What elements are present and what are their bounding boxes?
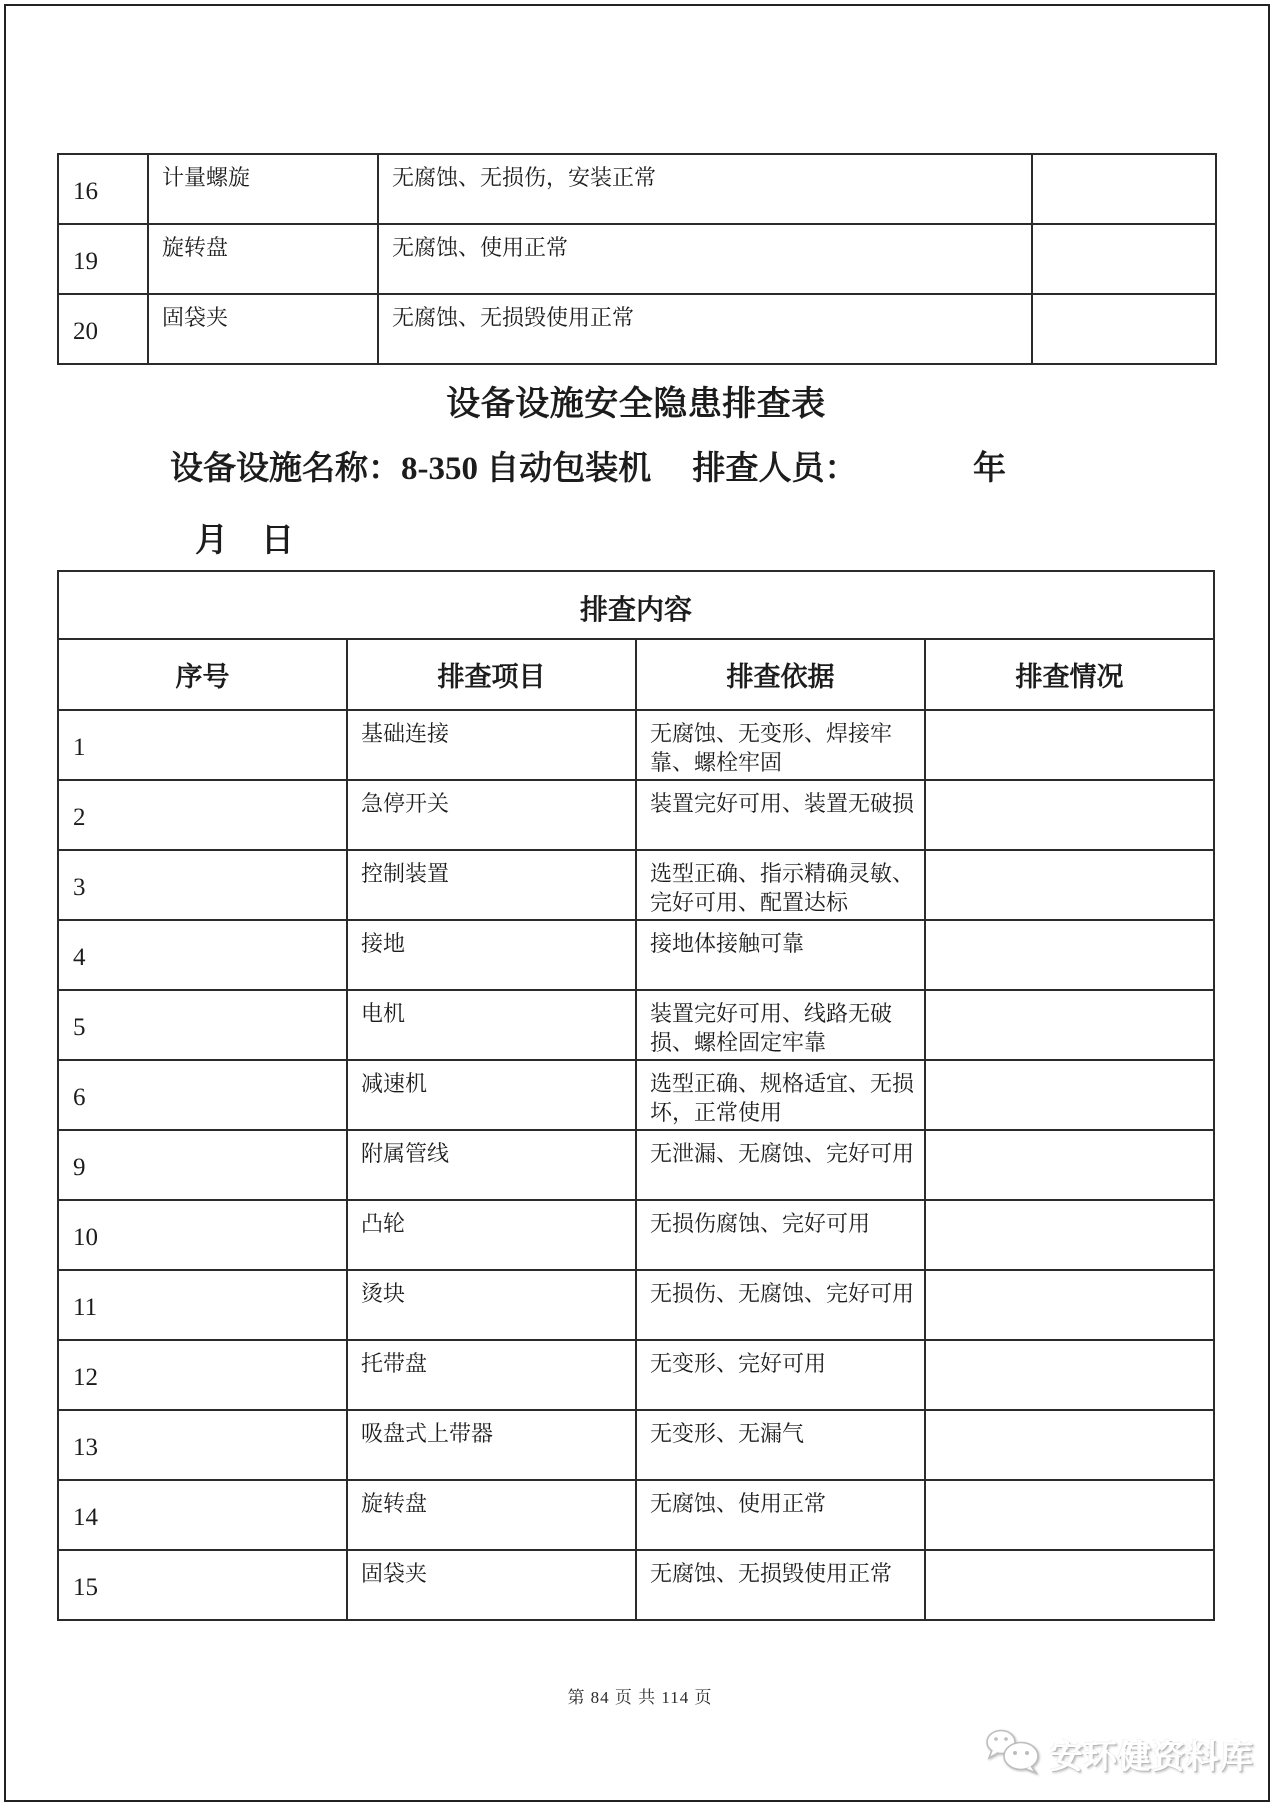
table-row	[58, 780, 1214, 850]
section-header-cell: 排查内容	[58, 571, 1214, 639]
continuation-table	[57, 153, 1217, 365]
check-basis-cell: 无腐蚀、使用正常	[636, 1480, 925, 1550]
check-basis-cell: 无损伤腐蚀、完好可用	[636, 1200, 925, 1270]
check-basis-cell: 选型正确、规格适宜、无损坏，正常使用	[636, 1060, 925, 1130]
check-item-cell: 吸盘式上带器	[347, 1410, 636, 1480]
table-row	[58, 1480, 1214, 1550]
wechat-icon	[984, 1728, 1042, 1781]
table-row	[58, 1550, 1214, 1620]
row-number-cell: 3	[58, 850, 347, 920]
check-item-cell: 烫块	[347, 1270, 636, 1340]
inspection-table	[57, 570, 1215, 1621]
row-number-cell: 15	[58, 1550, 347, 1620]
check-item-cell: 基础连接	[347, 710, 636, 780]
check-status-cell	[925, 780, 1214, 850]
check-status-cell	[925, 920, 1214, 990]
check-item-cell: 减速机	[347, 1060, 636, 1130]
check-basis-cell: 无腐蚀、无损毁使用正常	[636, 1550, 925, 1620]
table-row	[58, 990, 1214, 1060]
check-item-cell: 凸轮	[347, 1200, 636, 1270]
check-basis-cell: 无腐蚀、无损伤，安装正常	[378, 154, 1032, 224]
check-basis-cell: 无泄漏、无腐蚀、完好可用	[636, 1130, 925, 1200]
check-item-cell: 固袋夹	[148, 294, 378, 364]
check-status-cell	[925, 1480, 1214, 1550]
check-item-cell: 控制装置	[347, 850, 636, 920]
check-item-cell: 计量螺旋	[148, 154, 378, 224]
page-title: 设备设施安全隐患排查表	[446, 386, 826, 423]
table-row	[58, 1340, 1214, 1410]
device-name-line: 设备设施名称：8-350 自动包装机 排查人员： 年	[170, 451, 1006, 487]
check-status-cell	[925, 1410, 1214, 1480]
column-header-basis: 排查依据	[636, 639, 925, 710]
row-number-cell: 11	[58, 1270, 347, 1340]
check-item-cell: 托带盘	[347, 1340, 636, 1410]
check-basis-cell: 装置完好可用、线路无破损、螺栓固定牢靠	[636, 990, 925, 1060]
check-item-cell: 电机	[347, 990, 636, 1060]
check-item-cell: 旋转盘	[148, 224, 378, 294]
row-number-cell: 14	[58, 1480, 347, 1550]
table-row	[58, 224, 1216, 294]
check-item-cell: 急停开关	[347, 780, 636, 850]
check-basis-cell: 无腐蚀、使用正常	[378, 224, 1032, 294]
check-basis-cell: 无损伤、无腐蚀、完好可用	[636, 1270, 925, 1340]
check-basis-cell: 装置完好可用、装置无破损	[636, 780, 925, 850]
column-header-row	[58, 639, 1214, 710]
check-status-cell	[925, 850, 1214, 920]
check-item-cell: 固袋夹	[347, 1550, 636, 1620]
column-header-item: 排查项目	[347, 639, 636, 710]
footer-page-number: 第 84 页 共 114 页	[567, 1688, 713, 1707]
check-status-cell	[925, 710, 1214, 780]
row-number-cell: 1	[58, 710, 347, 780]
row-number-cell: 5	[58, 990, 347, 1060]
watermark	[984, 1728, 1254, 1781]
table-row	[58, 920, 1214, 990]
check-status-cell	[925, 1200, 1214, 1270]
table-row	[58, 294, 1216, 364]
check-status-cell	[1032, 224, 1216, 294]
row-number-cell: 9	[58, 1130, 347, 1200]
row-number-cell: 4	[58, 920, 347, 990]
watermark-text: 安环健资料库	[1050, 1740, 1254, 1776]
check-status-cell	[925, 1550, 1214, 1620]
row-number-cell: 2	[58, 780, 347, 850]
row-number-cell: 6	[58, 1060, 347, 1130]
column-header-status: 排查情况	[925, 639, 1214, 710]
check-status-cell	[1032, 294, 1216, 364]
check-status-cell	[925, 990, 1214, 1060]
table-row	[58, 154, 1216, 224]
month-day-line: 月 日	[195, 523, 294, 559]
row-number-cell: 13	[58, 1410, 347, 1480]
table-row	[58, 1270, 1214, 1340]
check-item-cell: 旋转盘	[347, 1480, 636, 1550]
table-row	[58, 850, 1214, 920]
table-row	[58, 1200, 1214, 1270]
check-item-cell: 附属管线	[347, 1130, 636, 1200]
check-basis-cell: 无变形、无漏气	[636, 1410, 925, 1480]
row-number-cell: 10	[58, 1200, 347, 1270]
check-status-cell	[925, 1130, 1214, 1200]
check-basis-cell: 无变形、完好可用	[636, 1340, 925, 1410]
check-status-cell	[925, 1060, 1214, 1130]
table-row	[58, 1130, 1214, 1200]
section-header-row	[58, 571, 1214, 639]
check-status-cell	[925, 1340, 1214, 1410]
row-number-cell: 12	[58, 1340, 347, 1410]
check-status-cell	[1032, 154, 1216, 224]
check-basis-cell: 无腐蚀、无变形、焊接牢靠、螺栓牢固	[636, 710, 925, 780]
check-basis-cell: 接地体接触可靠	[636, 920, 925, 990]
check-basis-cell: 无腐蚀、无损毁使用正常	[378, 294, 1032, 364]
column-header-no: 序号	[58, 639, 347, 710]
row-number-cell: 16	[58, 154, 148, 224]
check-basis-cell: 选型正确、指示精确灵敏、完好可用、配置达标	[636, 850, 925, 920]
table-row	[58, 1410, 1214, 1480]
table-row	[58, 710, 1214, 780]
row-number-cell: 19	[58, 224, 148, 294]
check-status-cell	[925, 1270, 1214, 1340]
row-number-cell: 20	[58, 294, 148, 364]
table-row	[58, 1060, 1214, 1130]
check-item-cell: 接地	[347, 920, 636, 990]
